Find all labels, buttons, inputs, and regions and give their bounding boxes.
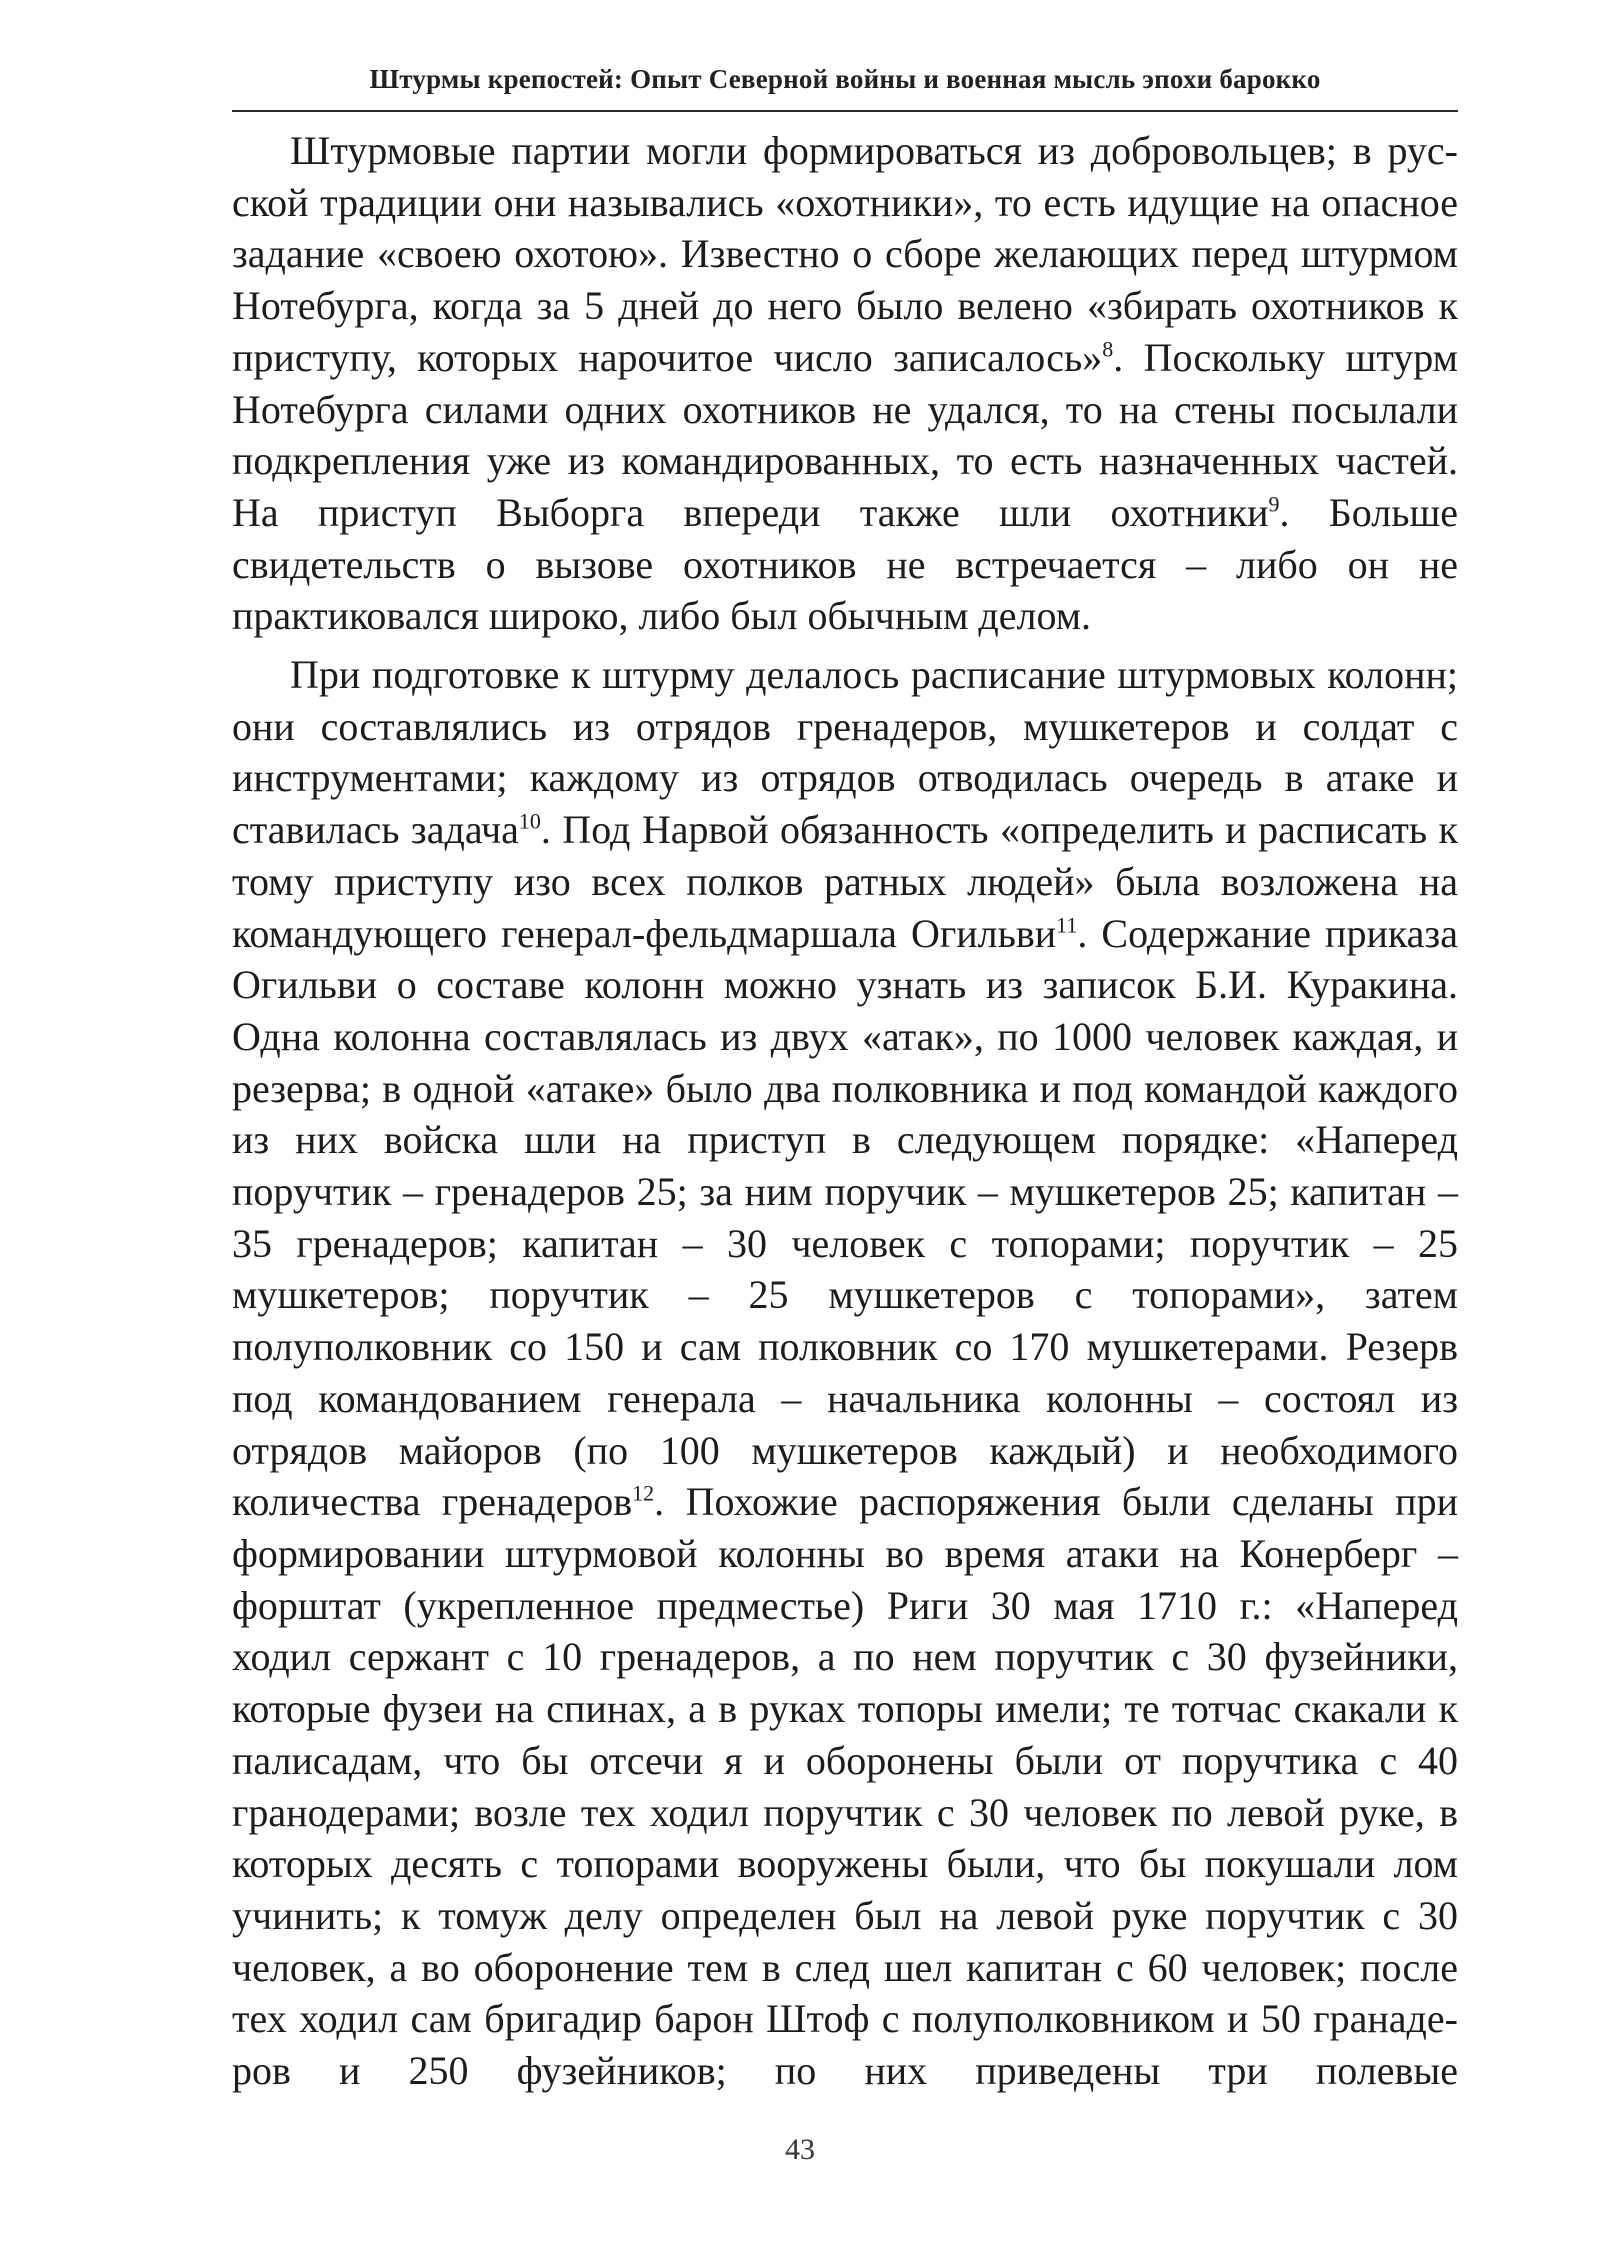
paragraph bbox=[232, 649, 1458, 2097]
footnote-marker: 11 bbox=[1056, 912, 1078, 938]
footnote-marker: 8 bbox=[1102, 336, 1114, 362]
text-run: . Похожие распоряжения были сделаны при формировании штурмовой колонны во время атаки на Конерберг – форштат (укрепленное предместье) Риги 30 мая 1710 г.: «Наперед ходил сержант с 10 гренадеров, а по нем поручтик с 30 фузейники, которые фузеи на спинах, а в руках топоры имели; те тотчас скакали к палисадам, что бы отсечи я и оборонены были от поручтика с 40 гранодерами; возле тех ходил поручтик с 30 человек по левой руке, в которых десять с топорами вооружены были, что бы покушали лом учинить; к томуж делу определен был на левой руке поручтик с 30 человек, а во оборонение тем в след шел капитан с 60 человек; после тех ходил сам бригадир барон Штоф с полуполковником и 50 гранадеров и 250 фузейников; по них приведены три полевые bbox=[232, 1479, 1458, 2094]
header-rule bbox=[232, 110, 1458, 112]
footnote-marker: 9 bbox=[1268, 491, 1280, 517]
text-run: . Поскольку штурм Нотебурга силами одних охотников не удался, то на стены посылали подкрепления уже из командированных, то есть назначенных частей. На приступ Выборга впереди также шли охотники bbox=[232, 334, 1458, 535]
text-run: При подготовке к штурму делалось расписание штурмовых колонн; они составлялись из отрядов гренадеров, мушкетеров и солдат с инструментами; каждому из отрядов отводилась очередь в атаке и ставилась задача bbox=[232, 652, 1458, 853]
text-run: Штурмовые партии могли формироваться из добровольцев; в русской традиции они назывались «охотники», то есть идущие на опасное задание «своею охотою». Известно о сборе желающих перед штурмом Нотебурга, когда за 5 дней до него было велено «збирать охотников к приступу, которых нарочитое число записалось» bbox=[232, 128, 1458, 380]
body-text bbox=[232, 125, 1458, 2097]
text-run: . Под Нарвой обязанность «определить и расписать к тому приступу изо всех полков ратных людей» была возложена на командующего генерал-фельдмаршала Огильви bbox=[232, 807, 1458, 956]
footnote-marker: 10 bbox=[518, 808, 541, 834]
text-run: . Содержание приказа Огильви о составе колонн можно узнать из записок Б.И. Куракина. Одна колонна составлялась из двух «атак», по 1000 человек каждая, и резерва; в одной «атаке» было два полковника и под командой каждого из них войска шли на приступ в следующем порядке: «Наперед поручтик – гренадеров 25; за ним поручик – мушкетеров 25; капитан – 35 гренадеров; капитан – 30 человек с топорами; поручтик – 25 мушкетеров; поручтик – 25 мушкетеров с топорами», затем полуполковник со 150 и сам полковник со 170 мушкетерами. Резерв под командованием генерала – начальника колонны – состоял из отрядов майоров (по 100 мушкетеров каждый) и необходимого количества гренадеров bbox=[232, 910, 1458, 1525]
text-run: . Больше свидетельств о вызове охотников не встречается – либо он не практиковался широко, либо был обычным делом. bbox=[232, 489, 1458, 639]
page-number: 43 bbox=[785, 2133, 815, 2166]
footnote-marker: 12 bbox=[632, 1480, 655, 1506]
running-header: Штурмы крепостей: Опыт Северной войны и военная мысль эпохи барокко bbox=[369, 64, 1321, 94]
paragraph bbox=[232, 125, 1458, 642]
